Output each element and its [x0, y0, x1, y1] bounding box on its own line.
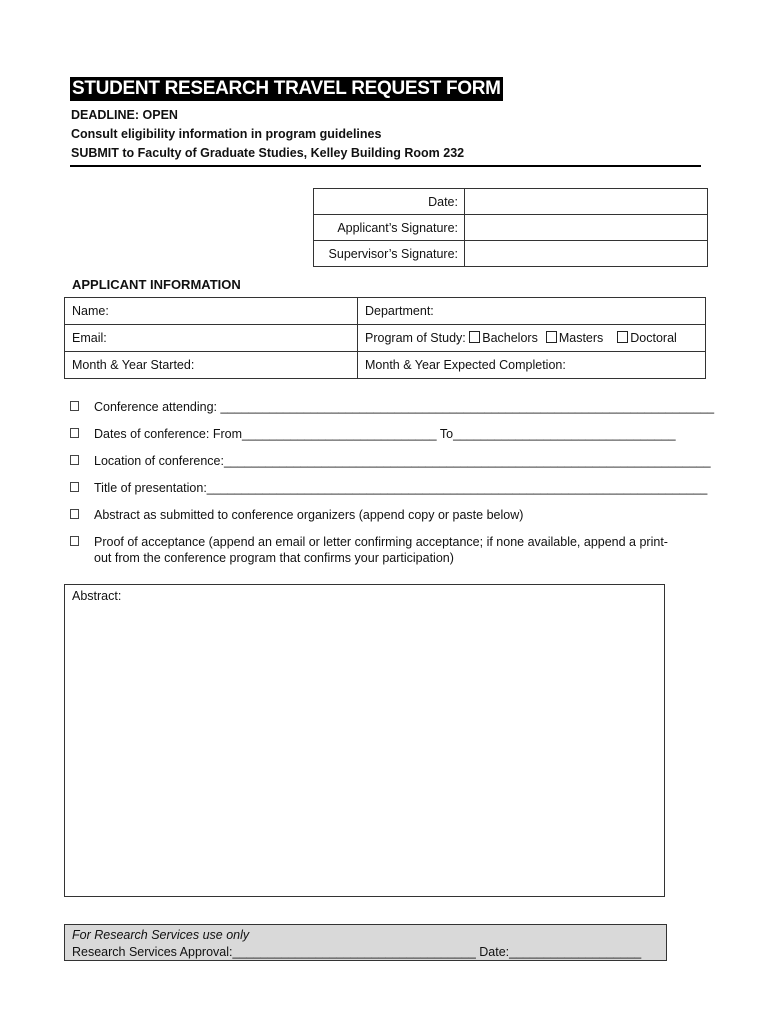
- expected-completion-field[interactable]: [358, 352, 706, 379]
- checkbox-icon[interactable]: [469, 331, 480, 343]
- checkbox-icon[interactable]: [617, 331, 628, 343]
- applicant-info-table: [64, 297, 706, 379]
- signature-table: [313, 188, 708, 267]
- date-label: Date:: [314, 189, 465, 215]
- date-field[interactable]: [465, 189, 708, 215]
- option-doctoral[interactable]: Doctoral: [617, 331, 677, 345]
- name-field[interactable]: [65, 298, 358, 325]
- checklist-conference: Conference attending: _______________________________________________________________________: [70, 400, 714, 414]
- department-label: Department:: [365, 304, 434, 318]
- research-services-approval[interactable]: Research Services Approval:___________________________________ Date:___________________: [72, 945, 642, 959]
- checkbox-icon[interactable]: [70, 482, 79, 492]
- abstract-box[interactable]: [64, 584, 665, 897]
- abstract-label: Abstract:: [72, 589, 122, 603]
- eligibility-text: Consult eligibility information in program guidelines: [71, 127, 382, 141]
- checkbox-icon[interactable]: [70, 428, 79, 438]
- form-title: STUDENT RESEARCH TRAVEL REQUEST FORM: [72, 78, 501, 99]
- checklist-presentation: Title of presentation:________________________________________________________________________: [70, 481, 707, 495]
- checklist-location: Location of conference:______________________________________________________________________: [70, 454, 711, 468]
- checkbox-icon[interactable]: [546, 331, 557, 343]
- supervisor-signature-label: Supervisor’s Signature:: [314, 241, 465, 267]
- department-field[interactable]: [358, 298, 706, 325]
- option-bachelors[interactable]: Bachelors: [469, 331, 538, 345]
- checkbox-icon[interactable]: [70, 536, 79, 546]
- program-label: Program of Study:: [365, 331, 466, 345]
- research-services-box: [64, 924, 667, 961]
- checklist-abstract: Abstract as submitted to conference organizers (append copy or paste below): [70, 508, 523, 522]
- submit-text: SUBMIT to Faculty of Graduate Studies, Kelley Building Room 232: [71, 146, 465, 160]
- deadline-text: DEADLINE: OPEN: [71, 108, 178, 122]
- option-masters[interactable]: Masters: [546, 331, 603, 345]
- program-of-study-field: [358, 325, 706, 352]
- checklist-dates: Dates of conference: From____________________________ To________________________________: [70, 427, 676, 441]
- applicant-section-title: APPLICANT INFORMATION: [72, 277, 241, 292]
- applicant-signature-field[interactable]: [465, 215, 708, 241]
- checkbox-icon[interactable]: [70, 455, 79, 465]
- checklist-proof: Proof of acceptance (append an email or letter confirming acceptance; if none available, append a print-: [70, 535, 668, 549]
- email-field[interactable]: [65, 325, 358, 352]
- checklist-proof-continued: out from the conference program that confirms your participation): [94, 551, 454, 565]
- applicant-signature-label: Applicant’s Signature:: [314, 215, 465, 241]
- checkbox-icon[interactable]: [70, 509, 79, 519]
- header-divider: [70, 165, 701, 167]
- started-label: Month & Year Started:: [72, 358, 195, 372]
- supervisor-signature-field[interactable]: [465, 241, 708, 267]
- month-year-started-field[interactable]: [65, 352, 358, 379]
- completion-label: Month & Year Expected Completion:: [365, 358, 566, 372]
- email-label: Email:: [72, 331, 107, 345]
- research-services-note: For Research Services use only: [72, 928, 250, 942]
- checkbox-icon[interactable]: [70, 401, 79, 411]
- name-label: Name:: [72, 304, 109, 318]
